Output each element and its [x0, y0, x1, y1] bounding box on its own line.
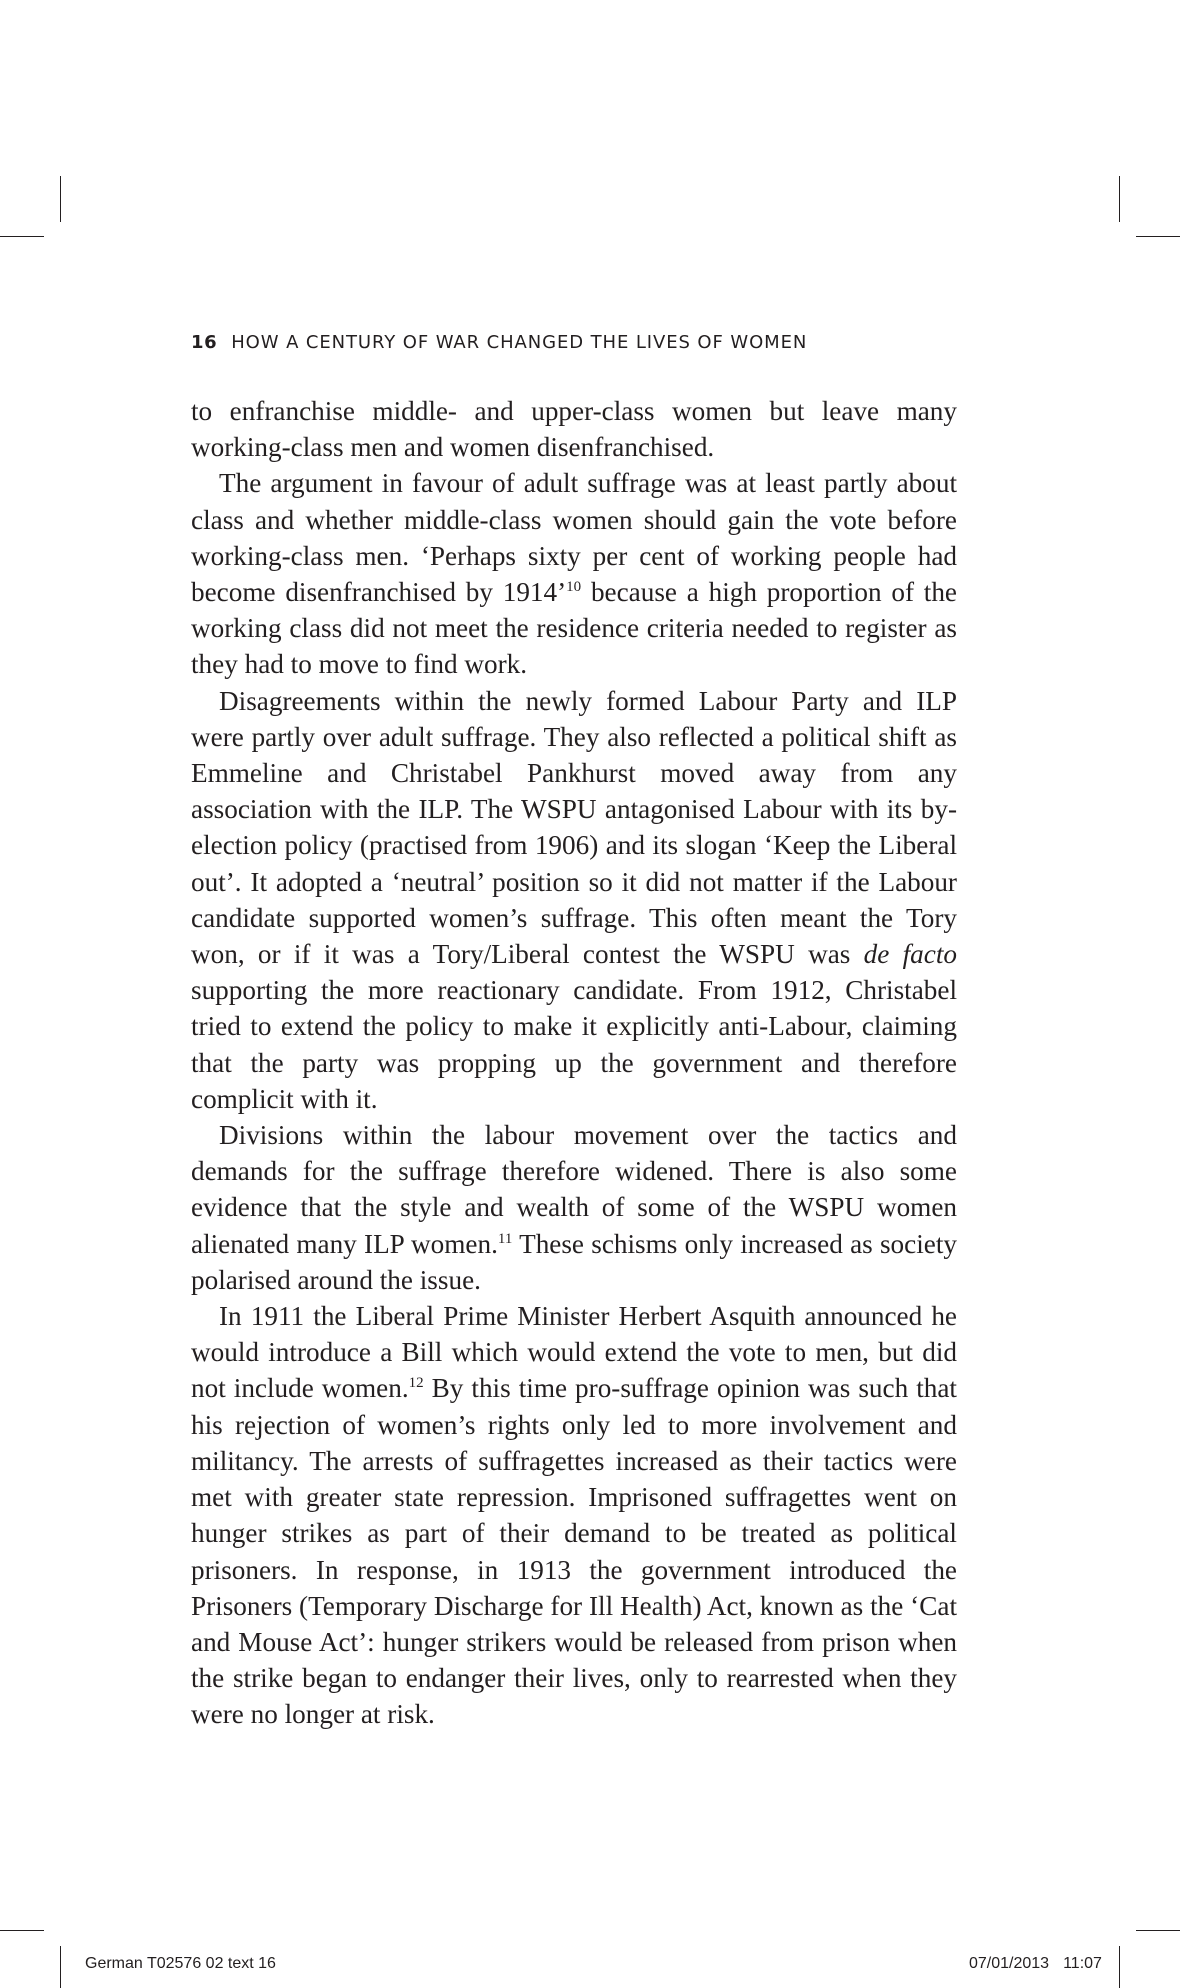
crop-mark-bottom-left-vertical: [60, 1946, 61, 1988]
paragraph-2: [191, 465, 957, 682]
paragraph-5-text-after: By this time pro-suffrage opinion was such that his rejection of women’s rights only led to more involvement and militancy. The arrests of suffragettes increased as their tactics were met with greater state repression. Imprisoned suffragettes went on hunger strikes as part of their demand to be treated as political prisoners. In response, in 1913 the government introduced the Prisoners (Temporary Discharge for Ill Health) Act, known as the ‘Cat and Mouse Act’: hunger strikers would be released from prison when the strike began to endanger their lives, only to rearrested when they were no longer at risk.: [191, 1373, 957, 1730]
paragraph-5: [191, 1298, 957, 1732]
crop-mark-bottom-right-vertical: [1119, 1946, 1120, 1988]
body-text: [191, 393, 957, 1733]
paragraph-1: [191, 393, 957, 465]
paragraph-1-text: to enfranchise middle- and upper-class women but leave many working-class men and women disenfranchised.: [191, 396, 957, 463]
crop-mark-bottom-right-horizontal: [1136, 1930, 1180, 1931]
running-head: [191, 332, 807, 353]
paragraph-2-text-after: because a high proportion of the working class did not meet the residence criteria needed to register as they had to move to find work.: [191, 577, 958, 680]
paragraph-3-text-before: Disagreements within the newly formed Labour Party and ILP were partly over adult suffrage. They also reflected a political shift as Emmeline and Christabel Pankhurst moved away from any association with the ILP. The WSPU antagonised Labour with its by-election policy (practised from 1906) and its slogan ‘Keep the Liberal out’. It adopted a ‘neutral’ position so it did not matter if the Labour candidate supported women’s suffrage. This often meant the Tory won, or if it was a Tory/Liberal contest the WSPU was: [191, 685, 957, 970]
paragraph-3-text-after: supporting the more reactionary candidate. From 1912, Christabel tried to extend the policy to make it explicitly anti-Labour, claiming that the party was propping up the government and therefore complicit with it.: [191, 975, 957, 1114]
crop-mark-bottom-left-horizontal: [0, 1930, 44, 1931]
footnote-marker-10: 10: [566, 579, 582, 596]
slug-timestamp: [969, 1955, 1102, 1973]
slug-time: 11:07: [1063, 1955, 1102, 1972]
crop-mark-top-left-vertical: [60, 176, 61, 222]
paragraph-2-text-before: The argument in favour of adult suffrage was at least partly about class and whether middle-class women should gain the vote before working-class men. ‘Perhaps sixty per cent of working people had become disenfranchised by 1914’: [191, 468, 957, 608]
crop-mark-top-right-vertical: [1119, 176, 1120, 222]
running-head-title: HOW A CENTURY OF WAR CHANGED THE LIVES OF WOMEN: [231, 332, 808, 353]
page-number: 16: [191, 332, 218, 353]
paragraph-3: [191, 683, 957, 1117]
paragraph-4-text-before: Divisions within the labour movement over the tactics and demands for the suffrage therefore widened. There is also some evidence that the style and wealth of some of the WSPU women alienated many ILP women.: [191, 1120, 957, 1259]
footnote-marker-12: 12: [408, 1375, 424, 1392]
slug-date: 07/01/2013: [969, 1955, 1050, 1972]
paragraph-4: [191, 1117, 957, 1298]
crop-mark-top-left-horizontal: [0, 236, 44, 237]
slug-job-info: German T02576 02 text 16: [85, 1955, 276, 1972]
footnote-marker-11: 11: [497, 1230, 513, 1247]
crop-mark-top-right-horizontal: [1136, 236, 1180, 237]
paragraph-4-text-after: These schisms only increased as society polarised around the issue.: [191, 1228, 957, 1295]
italic-term: de facto: [863, 939, 957, 970]
paragraph-5-text-before: In 1911 the Liberal Prime Minister Herbert Asquith announced he would introduce a Bill which would extend the vote to men, but did not include women.: [191, 1301, 957, 1404]
